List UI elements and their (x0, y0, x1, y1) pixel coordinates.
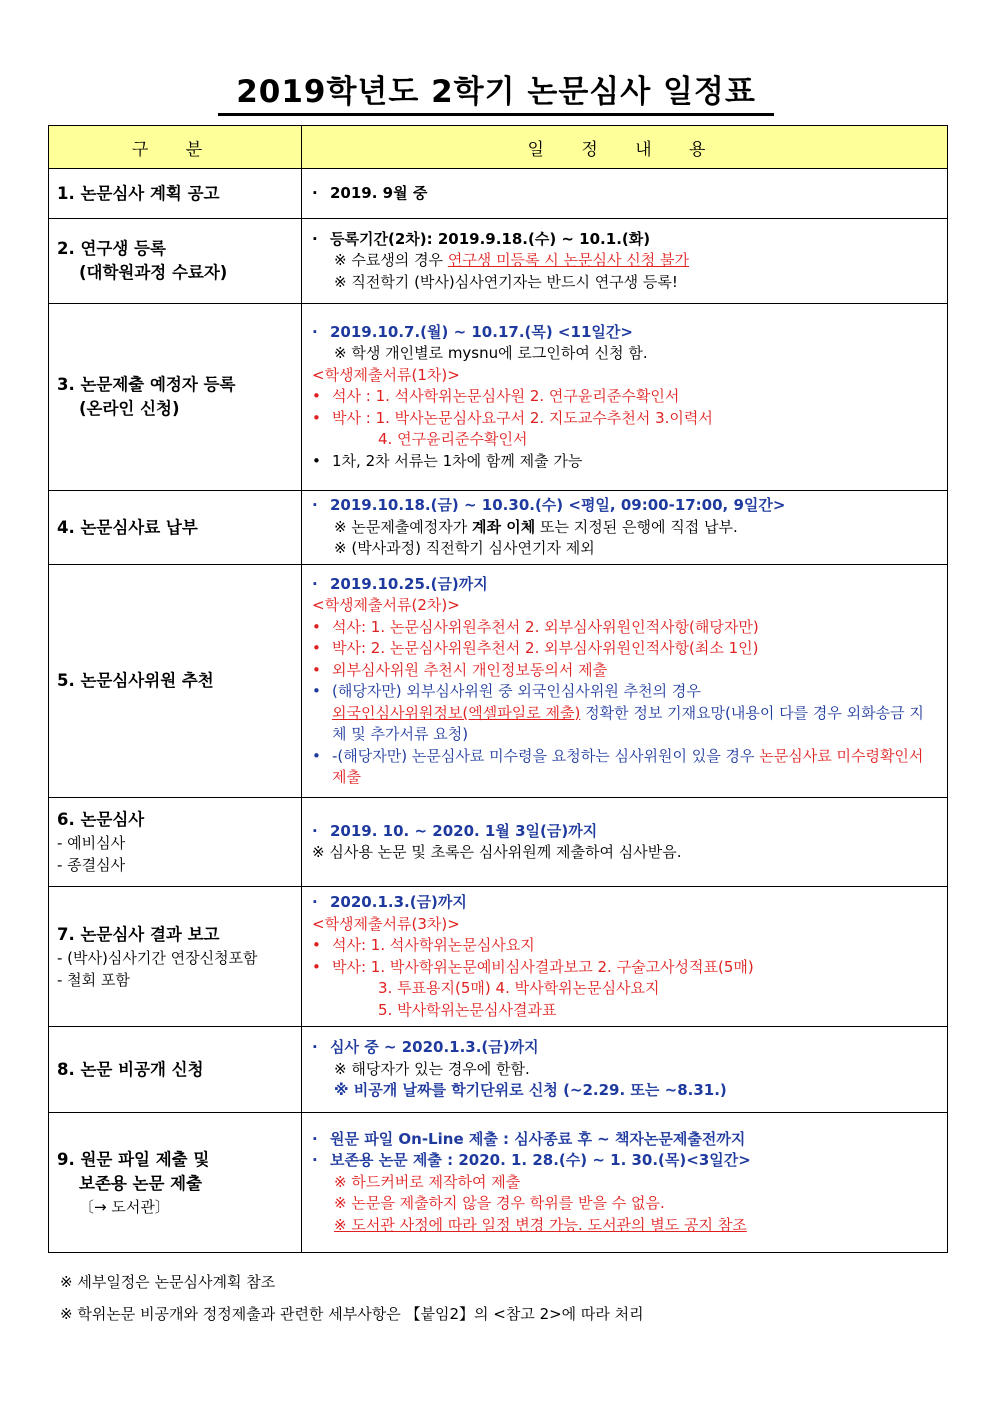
row7-line4: 박사: 1. 박사학위논문예비심사결과보고 2. 구술고사성적표(5매) (332, 957, 754, 976)
footnote-1: ※ 세부일정은 논문심사계획 참조 (60, 1273, 276, 1291)
row8-line1: 심사 중 ~ 2020.1.3.(금)까지 (330, 1038, 539, 1057)
row8-line3: ※ 비공개 날짜를 학기단위로 신청 (~2.29. 또는 ~8.31.) (334, 1081, 727, 1100)
table-row (49, 798, 948, 887)
table-row (49, 887, 948, 1027)
table-row (49, 304, 948, 491)
row5-content: · 2019.10.25.(금)까지 <학생제출서류(2차)> • 석사: 1. 논문심사위원추천서 2. 외부심사위원인적사항(해당자만) • 박사: 2. 논문심사위원추천서 2. 외부심사위원인적사항(최소 1인) • 외부심사위원 추천시 개인정보동의서 제출 • (해당자만) 외부심사위원 중 외국인심사위원 추천의 경우 외국인심사위원정보(엑셀파일로 제출) 정확한 정보 기재요망(내용이 다를 경우 외화송금 지체 및 추가서류 요청) • -(해당자만) 논문심사료 미수령을 요청하는 심사위원이 있을 경우 논문심사료 미수령확인서 제출 (302, 565, 948, 798)
row1-content: · 2019. 9월 중 (302, 169, 948, 219)
title-wrap (0, 66, 992, 116)
table-row (49, 565, 948, 798)
row2-label1: 2. 연구생 등록 (57, 239, 166, 258)
row7-line6: 5. 박사학위논문심사결과표 (378, 1000, 557, 1019)
row9-line2: 보존용 논문 제출 : 2020. 1. 28.(수) ~ 1. 30.(목)<3일간> (330, 1151, 751, 1170)
row2-label2: (대학원과정 수료자) (79, 263, 228, 282)
row4-line3: ※ (박사과정) 직전학기 심사연기자 제외 (334, 539, 595, 558)
row3-line7: 1차, 2차 서류는 1차에 함께 제출 가능 (332, 451, 583, 470)
row3-line1: 2019.10.7.(월) ~ 10.17.(목) <11일간> (330, 322, 633, 341)
row5-line1: 2019.10.25.(금)까지 (330, 574, 488, 593)
row6-sub2: - 종결심사 (57, 856, 126, 874)
row5-line4: 박사: 2. 논문심사위원추천서 2. 외부심사위원인적사항(최소 1인) (332, 639, 759, 657)
row5-line7: • -(해당자만) 논문심사료 미수령을 요청하는 심사위원이 있을 경우 논문심사료 미수령확인서 제출 (312, 746, 924, 786)
row2-content: · 등록기간(2차): 2019.9.18.(수) ~ 10.1.(화) ※ 수료생의 경우 연구생 미등록 시 논문심사 신청 불가 ※ 직전학기 (박사)심사연기자는 반드시 연구생 등록! (302, 219, 948, 304)
row7-line2: <학생제출서류(3차)> (312, 914, 460, 933)
row7-line3: 석사: 1. 석사학위논문심사요지 (332, 936, 535, 954)
row8-label: 8. 논문 비공개 신청 (49, 1027, 302, 1113)
row3-line4: 석사 : 1. 석사학위논문심사원 2. 연구윤리준수확인서 (332, 387, 680, 406)
row2-label (49, 219, 302, 304)
row3-line3: <학생제출서류(1차)> (312, 365, 460, 384)
row3-label (49, 304, 302, 491)
row9-line5: ※ 도서관 사정에 따라 일정 변경 가능. 도서관의 별도 공지 참조 (334, 1215, 747, 1234)
table-header (49, 126, 948, 169)
row7-line1: 2020.1.3.(금)까지 (330, 893, 467, 911)
row5-label: 5. 논문심사위원 추천 (49, 565, 302, 798)
row4-content: · 2019.10.18.(금) ~ 10.30.(수) <평일, 09:00-17:00, 9일간> ※ 논문제출예정자가 계좌 이체 또는 지정된 은행에 직접 납부. ※ (박사과정) 직전학기 심사연기자 제외 (302, 491, 948, 565)
schedule-table (48, 125, 948, 1253)
row6-content: · 2019. 10. ~ 2020. 1월 3일(금)까지 ※ 심사용 논문 및 초록은 심사위원께 제출하여 심사받음. (302, 798, 948, 887)
row9-label2: 보존용 논문 제출 (79, 1173, 203, 1193)
row4-line1: 2019.10.18.(금) ~ 10.30.(수) <평일, 09:00-17:00, 9일간> (330, 496, 786, 515)
page-title: 2019학년도 2학기 논문심사 일정표 (218, 66, 774, 116)
row5-line6: • (해당자만) 외부심사위원 중 외국인심사위원 추천의 경우 외국인심사위원정보(엑셀파일로 제출) 정확한 정보 기재요망(내용이 다를 경우 외화송금 지체 및 추가서류 요청) (312, 682, 924, 743)
row1-line1: 2019. 9월 중 (330, 183, 428, 202)
footnote-2: ※ 학위논문 비공개와 정정제출과 관련한 세부사항은 【붙임2】의 <참고 2>에 따라 처리 (60, 1305, 644, 1323)
row3-label2: (온라인 신청) (79, 399, 180, 418)
row1-label: 1. 논문심사 계획 공고 (49, 169, 302, 219)
row4-label: 4. 논문심사료 납부 (49, 491, 302, 565)
table-row (49, 1113, 948, 1253)
row5-line5: 외부심사위원 추천시 개인정보동의서 제출 (332, 660, 608, 679)
row6-sub1: - 예비심사 (57, 834, 126, 852)
row3-line6: 4. 연구윤리준수확인서 (378, 430, 528, 449)
row6-label1: 6. 논문심사 (57, 810, 145, 829)
row9-label3: 〔→ 도서관〕 (79, 1197, 170, 1216)
row9-content: · 원문 파일 On-Line 제출 : 심사종료 후 ~ 책자논문제출전까지 · 보존용 논문 제출 : 2020. 1. 28.(수) ~ 1. 30.(목)<3일간> ※ 하드커버로 제작하여 제출 ※ 논문을 제출하지 않을 경우 학위를 받을 수 없음. ※ 도서관 사정에 따라 일정 변경 가능. 도서관의 별도 공지 참조 (302, 1113, 948, 1253)
row7-label (49, 887, 302, 1027)
row8-content: · 심사 중 ~ 2020.1.3.(금)까지 ※ 해당자가 있는 경우에 한함. ※ 비공개 날짜를 학기단위로 신청 (~2.29. 또는 ~8.31.) (302, 1027, 948, 1113)
table-row (49, 219, 948, 304)
header-col2: 일 정 내 용 (302, 126, 948, 169)
row9-label (49, 1113, 302, 1253)
row3-line2: ※ 학생 개인별로 mysnu에 로그인하여 신청 함. (334, 344, 648, 363)
row5-line2: <학생제출서류(2차)> (312, 596, 460, 614)
row7-sub2: - 철회 포함 (57, 970, 130, 989)
row9-label1: 9. 원문 파일 제출 및 (57, 1149, 210, 1169)
footnotes (60, 1266, 644, 1330)
row9-line3: ※ 하드커버로 제작하여 제출 (334, 1172, 521, 1191)
row9-line4: ※ 논문을 제출하지 않을 경우 학위를 받을 수 없음. (334, 1194, 665, 1213)
row9-line1: 원문 파일 On-Line 제출 : 심사종료 후 ~ 책자논문제출전까지 (330, 1129, 746, 1148)
row3-line5: 박사 : 1. 박사논문심사요구서 2. 지도교수추천서 3.이력서 (332, 408, 713, 427)
table-row (49, 1027, 948, 1113)
row6-line2: ※ 심사용 논문 및 초록은 심사위원께 제출하여 심사받음. (312, 843, 682, 861)
row5-line3: 석사: 1. 논문심사위원추천서 2. 외부심사위원인적사항(해당자만) (332, 617, 759, 636)
row6-label (49, 798, 302, 887)
row3-label1: 3. 논문제출 예정자 등록 (57, 375, 236, 394)
row7-line5: 3. 투표용지(5매) 4. 박사학위논문심사요지 (378, 979, 660, 997)
row3-content: · 2019.10.7.(월) ~ 10.17.(목) <11일간> ※ 학생 개인별로 mysnu에 로그인하여 신청 함. <학생제출서류(1차)> • 석사 : 1. 석사학위논문심사원 2. 연구윤리준수확인서 • 박사 : 1. 박사논문심사요구서 2. 지도교수추천서 3.이력서 4. 연구윤리준수확인서 • 1차, 2차 서류는 1차에 함께 제출 가능 (302, 304, 948, 491)
row7-label1: 7. 논문심사 결과 보고 (57, 924, 220, 944)
row2-warning: 연구생 미등록 시 논문심사 신청 불가 (447, 251, 690, 270)
table-row (49, 169, 948, 219)
table-row (49, 491, 948, 565)
row8-line2: ※ 해당자가 있는 경우에 한함. (334, 1059, 530, 1078)
row6-line1: 2019. 10. ~ 2020. 1월 3일(금)까지 (330, 821, 598, 840)
header-col1: 구 분 (49, 126, 302, 169)
row2-line3: ※ 직전학기 (박사)심사연기자는 반드시 연구생 등록! (334, 272, 678, 291)
row2-line1: 등록기간(2차): 2019.9.18.(수) ~ 10.1.(화) (330, 229, 651, 248)
row7-content: · 2020.1.3.(금)까지 <학생제출서류(3차)> • 석사: 1. 석사학위논문심사요지 • 박사: 1. 박사학위논문예비심사결과보고 2. 구술고사성적표(5매) 3. 투표용지(5매) 4. 박사학위논문심사요지 5. 박사학위논문심사결과표 (302, 887, 948, 1027)
row7-sub1: - (박사)심사기간 연장신청포함 (57, 948, 258, 967)
